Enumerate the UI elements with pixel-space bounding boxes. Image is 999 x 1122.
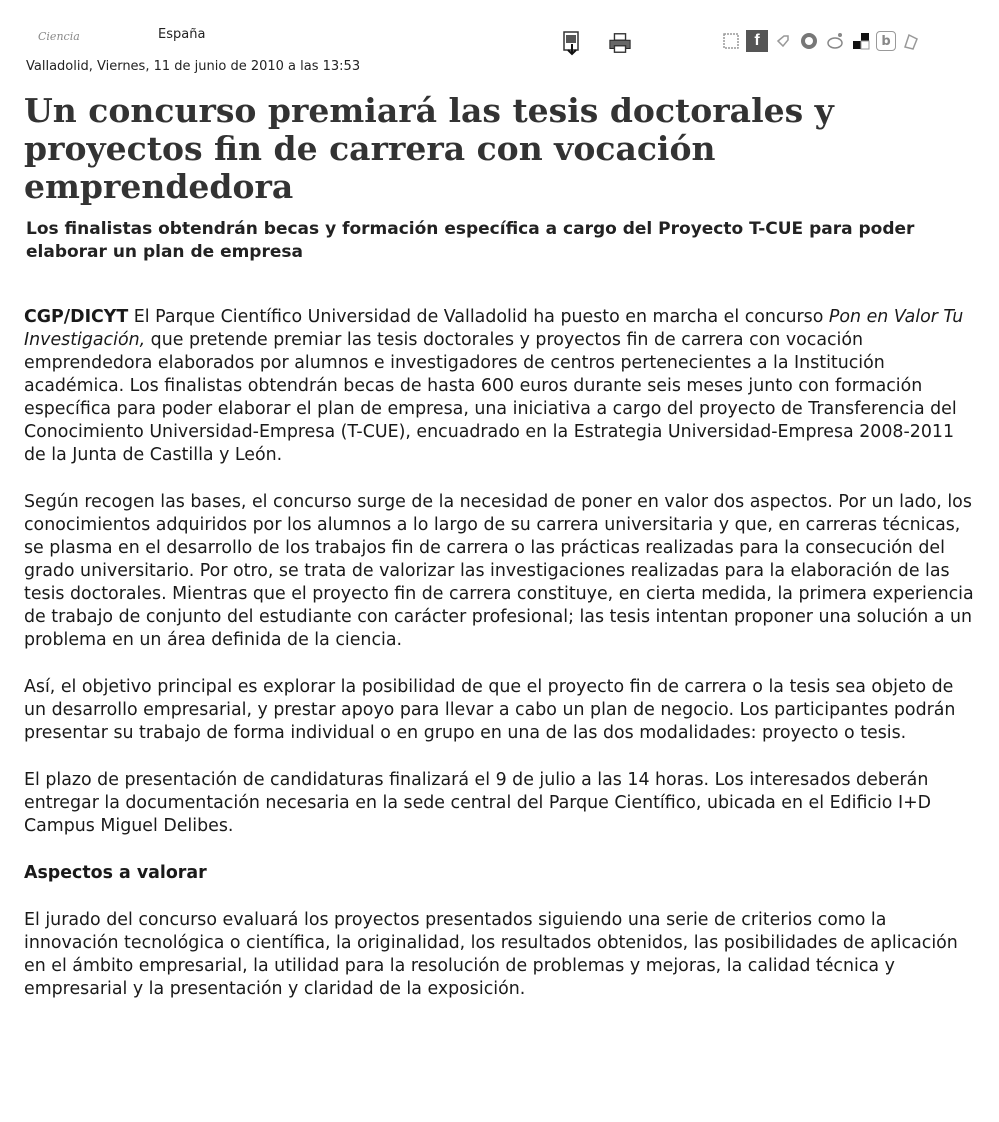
paragraph-5: El jurado del concurso evaluará los proyectos presentados siguiendo una serie de criterios como la innovación tecnológica o científica, la originalidad, los resultados obtenidos, las posibilidades de aplicación en el ámbito empresarial, la utilidad para la resolución de problemas y mejoras, la calidad técnica y empresarial y la presentación y claridad de la exposición. [24,910,958,999]
article-title: Un concurso premiará las tesis doctorales y proyectos fin de carrera con vocación emprendedora [24,91,834,206]
paragraph-2: Según recogen las bases, el concurso surge de la necesidad de poner en valor dos aspectos. Por un lado, los conocimientos adquiridos por los alumnos a lo largo de su carrera universitaria y que, en carreras técnicas, se plasma en el desarrollo de los trabajos fin de carrera o las prácticas realizadas para la consecución del grado universitario. Por otro, se trata de valorizar las investigaciones realizadas para la elaboración de las tesis doctorales. Mientras que el proyecto fin de carrera constituye, en cierta medida, la primera experiencia de trabajo de conjunto del estudiante con carácter profesional; las tesis intentan proponer una solución a un problema en un área definida de la ciencia. [24,492,974,650]
meneame-icon[interactable] [798,30,820,52]
agency-byline: CGP/DICYT [24,307,129,327]
paragraph-3: Así, el objetivo principal es explorar la posibilidad de que el proyecto fin de carrera o la tesis sea objeto de un desarrollo empresarial, y prestar apoyo para llevar a cabo un plan de negocio. Los participantes podrán presentar su trabajo de forma individual o en grupo en una de las dos modalidades: proyecto o tesis. [24,677,956,743]
save-pdf-icon[interactable] [560,30,584,56]
article-body [24,306,974,1025]
section-heading: Aspectos a valorar [24,863,207,883]
paragraph-1 [24,306,974,467]
dateline: Valladolid, Viernes, 11 de junio de 2010 a las 13:53 [26,59,361,74]
print-icon[interactable] [608,30,632,56]
paragraph-1-lead: El Parque Científico Universidad de Valladolid ha puesto en marcha el concurso [128,307,829,327]
share-bar [720,26,922,56]
section-link[interactable]: Ciencia [38,30,80,43]
share-icon[interactable] [720,30,742,52]
technorati-icon[interactable] [900,30,922,52]
contest-name: Pon en Valor Tu Investigación, [24,307,964,350]
country-link[interactable]: España [158,27,206,42]
facebook-icon[interactable]: f [746,30,768,52]
reddit-icon[interactable] [824,30,846,52]
bitacoras-icon[interactable]: b [876,31,896,51]
article-subtitle: Los finalistas obtendrán becas y formación específica a cargo del Proyecto T-CUE para poder elaborar un plan de empresa [26,219,915,262]
tag-icon[interactable] [772,30,794,52]
delicious-icon[interactable] [850,30,872,52]
article-header [0,0,999,80]
paragraph-4: El plazo de presentación de candidaturas finalizará el 9 de julio a las 14 horas. Los interesados deberán entregar la documentación necesaria en la sede central del Parque Científico, ubicada en el Edificio I+D Campus Miguel Delibes. [24,770,932,836]
paragraph-1-rest: que pretende premiar las tesis doctorales y proyectos fin de carrera con vocación emprendedora elaborados por alumnos e investigadores de centros pertenecientes a la Institución académica. Los finalistas obtendrán becas de hasta 600 euros durante seis meses junto con formación específica para poder elaborar el plan de empresa, una iniciativa a cargo del proyecto de Transferencia del Conocimiento Universidad-Empresa (T-CUE), encuadrado en la Estrategia Universidad-Empresa 2008-2011 de la Junta de Castilla y León. [24,330,957,465]
